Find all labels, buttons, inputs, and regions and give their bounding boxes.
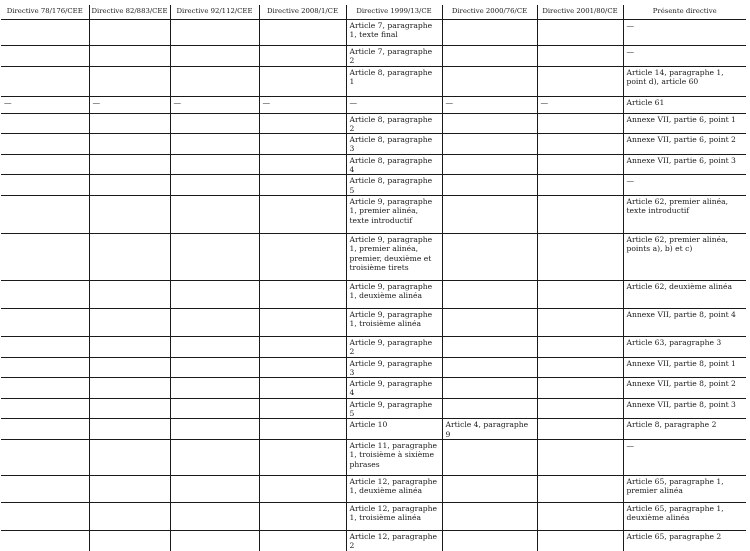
cell-col-2000-76-ce — [442, 336, 537, 357]
cell-col-92-112-cee — [170, 419, 259, 440]
cell-col-presente-directive: Article 62, premier alinéa, texte introductif — [623, 195, 746, 233]
cell-col-presente-directive: Article 65, paragraphe 2 — [623, 530, 746, 550]
cell-col-2001-80-ce — [537, 419, 623, 440]
cell-col-2008-1-ce — [259, 113, 346, 134]
cell-col-92-112-cee — [170, 530, 259, 550]
cell-col-2008-1-ce — [259, 195, 346, 233]
cell-col-2001-80-ce — [537, 175, 623, 196]
cell-col-78-176-cee — [1, 113, 89, 134]
header-col-78-176-cee: Directive 78/176/CEE — [1, 5, 89, 20]
cell-col-78-176-cee — [1, 66, 89, 96]
header-col-1999-13-ce: Directive 1999/13/CE — [346, 5, 442, 20]
cell-col-82-883-cee — [89, 66, 170, 96]
cell-col-1999-13-ce: Article 9, paragraphe 3 — [346, 357, 442, 378]
cell-col-presente-directive: Article 61 — [623, 96, 746, 113]
cell-col-2001-80-ce — [537, 134, 623, 155]
cell-col-2000-76-ce — [442, 175, 537, 196]
cell-col-presente-directive: — — [623, 175, 746, 196]
cell-col-presente-directive: — — [623, 20, 746, 46]
cell-col-82-883-cee — [89, 336, 170, 357]
cell-col-2001-80-ce — [537, 475, 623, 502]
cell-col-1999-13-ce: Article 9, paragraphe 1, troisième alinéa — [346, 308, 442, 336]
cell-col-2008-1-ce — [259, 475, 346, 502]
cell-col-92-112-cee — [170, 134, 259, 155]
cell-col-82-883-cee — [89, 398, 170, 419]
table-row — [1, 308, 746, 336]
table-row — [1, 530, 746, 550]
cell-col-2000-76-ce — [442, 280, 537, 308]
cell-col-2000-76-ce — [442, 46, 537, 67]
table-row — [1, 502, 746, 530]
cell-col-1999-13-ce: Article 8, paragraphe 5 — [346, 175, 442, 196]
cell-col-2000-76-ce — [442, 530, 537, 550]
table-row — [1, 419, 746, 440]
cell-col-2000-76-ce — [442, 398, 537, 419]
cell-col-82-883-cee — [89, 280, 170, 308]
cell-col-2008-1-ce — [259, 530, 346, 550]
cell-col-82-883-cee — [89, 113, 170, 134]
cell-col-2000-76-ce — [442, 502, 537, 530]
header-col-2008-1-ce: Directive 2008/1/CE — [259, 5, 346, 20]
cell-col-presente-directive: Article 8, paragraphe 2 — [623, 419, 746, 440]
cell-col-1999-13-ce: Article 10 — [346, 419, 442, 440]
cell-col-82-883-cee — [89, 308, 170, 336]
cell-col-78-176-cee — [1, 336, 89, 357]
cell-col-92-112-cee — [170, 398, 259, 419]
cell-col-78-176-cee — [1, 398, 89, 419]
table-row — [1, 66, 746, 96]
table-row — [1, 233, 746, 280]
table-header — [1, 5, 746, 20]
cell-col-82-883-cee — [89, 233, 170, 280]
cell-col-92-112-cee: — — [170, 96, 259, 113]
table-row — [1, 357, 746, 378]
cell-col-78-176-cee — [1, 154, 89, 175]
header-col-82-883-cee: Directive 82/883/CEE — [89, 5, 170, 20]
cell-col-2008-1-ce: — — [259, 96, 346, 113]
cell-col-presente-directive: Article 65, paragraphe 1, deuxième alinéa — [623, 502, 746, 530]
header-col-2000-76-ce: Directive 2000/76/CE — [442, 5, 537, 20]
cell-col-2001-80-ce — [537, 46, 623, 67]
table-row — [1, 175, 746, 196]
cell-col-2000-76-ce: Article 4, paragraphe 9 — [442, 419, 537, 440]
cell-col-2000-76-ce — [442, 134, 537, 155]
cell-col-78-176-cee — [1, 280, 89, 308]
cell-col-2008-1-ce — [259, 233, 346, 280]
cell-col-92-112-cee — [170, 280, 259, 308]
cell-col-2008-1-ce — [259, 398, 346, 419]
cell-col-presente-directive: Annexe VII, partie 6, point 1 — [623, 113, 746, 134]
cell-col-2001-80-ce — [537, 308, 623, 336]
cell-col-2000-76-ce — [442, 66, 537, 96]
cell-col-2001-80-ce — [537, 378, 623, 399]
cell-col-2008-1-ce — [259, 66, 346, 96]
cell-col-2008-1-ce — [259, 439, 346, 475]
correlation-table — [1, 5, 746, 551]
cell-col-92-112-cee — [170, 233, 259, 280]
cell-col-presente-directive: Article 65, paragraphe 1, premier alinéa — [623, 475, 746, 502]
cell-col-2001-80-ce: — — [537, 96, 623, 113]
cell-col-1999-13-ce: Article 8, paragraphe 4 — [346, 154, 442, 175]
cell-col-92-112-cee — [170, 46, 259, 67]
cell-col-92-112-cee — [170, 154, 259, 175]
cell-col-1999-13-ce: Article 9, paragraphe 1, deuxième alinéa — [346, 280, 442, 308]
cell-col-1999-13-ce: Article 9, paragraphe 2 — [346, 336, 442, 357]
cell-col-78-176-cee — [1, 233, 89, 280]
cell-col-92-112-cee — [170, 378, 259, 399]
cell-col-82-883-cee — [89, 20, 170, 46]
cell-col-presente-directive: Article 63, paragraphe 3 — [623, 336, 746, 357]
table-row — [1, 336, 746, 357]
header-col-92-112-cee: Directive 92/112/CEE — [170, 5, 259, 20]
cell-col-2000-76-ce — [442, 357, 537, 378]
cell-col-78-176-cee — [1, 46, 89, 67]
cell-col-78-176-cee: — — [1, 96, 89, 113]
cell-col-78-176-cee — [1, 475, 89, 502]
cell-col-1999-13-ce: Article 7, paragraphe 1, texte final — [346, 20, 442, 46]
cell-col-78-176-cee — [1, 175, 89, 196]
cell-col-2001-80-ce — [537, 398, 623, 419]
table-row — [1, 96, 746, 113]
cell-col-2000-76-ce — [442, 308, 537, 336]
table-row — [1, 134, 746, 155]
cell-col-presente-directive: Annexe VII, partie 8, point 4 — [623, 308, 746, 336]
cell-col-82-883-cee — [89, 502, 170, 530]
cell-col-1999-13-ce: Article 8, paragraphe 2 — [346, 113, 442, 134]
cell-col-2008-1-ce — [259, 336, 346, 357]
cell-col-2000-76-ce — [442, 195, 537, 233]
table-row — [1, 113, 746, 134]
cell-col-1999-13-ce: Article 8, paragraphe 3 — [346, 134, 442, 155]
cell-col-82-883-cee — [89, 195, 170, 233]
cell-col-2008-1-ce — [259, 20, 346, 46]
cell-col-2008-1-ce — [259, 357, 346, 378]
cell-col-2008-1-ce — [259, 154, 346, 175]
cell-col-2001-80-ce — [537, 336, 623, 357]
cell-col-2001-80-ce — [537, 357, 623, 378]
cell-col-92-112-cee — [170, 113, 259, 134]
cell-col-1999-13-ce: Article 9, paragraphe 5 — [346, 398, 442, 419]
cell-col-2001-80-ce — [537, 195, 623, 233]
table-row — [1, 195, 746, 233]
cell-col-presente-directive: Annexe VII, partie 8, point 3 — [623, 398, 746, 419]
cell-col-1999-13-ce: Article 7, paragraphe 2 — [346, 46, 442, 67]
cell-col-presente-directive: Article 62, premier alinéa, points a), b) et c) — [623, 233, 746, 280]
cell-col-2008-1-ce — [259, 502, 346, 530]
cell-col-1999-13-ce: Article 9, paragraphe 4 — [346, 378, 442, 399]
table-row — [1, 398, 746, 419]
cell-col-92-112-cee — [170, 336, 259, 357]
cell-col-92-112-cee — [170, 357, 259, 378]
table-row — [1, 475, 746, 502]
cell-col-2000-76-ce — [442, 113, 537, 134]
cell-col-78-176-cee — [1, 378, 89, 399]
cell-col-82-883-cee — [89, 175, 170, 196]
cell-col-2001-80-ce — [537, 530, 623, 550]
cell-col-92-112-cee — [170, 308, 259, 336]
table-row — [1, 20, 746, 46]
cell-col-82-883-cee — [89, 439, 170, 475]
header-col-presente-directive: Présente directive — [623, 5, 746, 20]
cell-col-82-883-cee — [89, 46, 170, 67]
cell-col-2008-1-ce — [259, 175, 346, 196]
header-row — [1, 5, 746, 20]
cell-col-1999-13-ce: Article 12, paragraphe 2 — [346, 530, 442, 550]
cell-col-78-176-cee — [1, 530, 89, 550]
cell-col-2000-76-ce — [442, 154, 537, 175]
cell-col-92-112-cee — [170, 20, 259, 46]
cell-col-1999-13-ce: Article 12, paragraphe 1, deuxième alinéa — [346, 475, 442, 502]
cell-col-1999-13-ce: Article 8, paragraphe 1 — [346, 66, 442, 96]
cell-col-92-112-cee — [170, 195, 259, 233]
cell-col-92-112-cee — [170, 175, 259, 196]
cell-col-2001-80-ce — [537, 20, 623, 46]
table-row — [1, 280, 746, 308]
cell-col-92-112-cee — [170, 66, 259, 96]
cell-col-1999-13-ce: Article 9, paragraphe 1, premier alinéa, premier, deuxième et troisième tirets — [346, 233, 442, 280]
cell-col-2008-1-ce — [259, 308, 346, 336]
table-body — [1, 20, 746, 551]
cell-col-2001-80-ce — [537, 233, 623, 280]
cell-col-presente-directive: Annexe VII, partie 8, point 2 — [623, 378, 746, 399]
cell-col-82-883-cee — [89, 357, 170, 378]
cell-col-78-176-cee — [1, 134, 89, 155]
cell-col-presente-directive: — — [623, 439, 746, 475]
cell-col-2008-1-ce — [259, 46, 346, 67]
cell-col-82-883-cee — [89, 419, 170, 440]
cell-col-presente-directive: Annexe VII, partie 6, point 2 — [623, 134, 746, 155]
cell-col-78-176-cee — [1, 195, 89, 233]
cell-col-2001-80-ce — [537, 280, 623, 308]
cell-col-2000-76-ce — [442, 475, 537, 502]
cell-col-2001-80-ce — [537, 113, 623, 134]
cell-col-2000-76-ce — [442, 233, 537, 280]
cell-col-presente-directive: Article 62, deuxième alinéa — [623, 280, 746, 308]
cell-col-2000-76-ce — [442, 439, 537, 475]
table-row — [1, 46, 746, 67]
cell-col-2008-1-ce — [259, 134, 346, 155]
cell-col-82-883-cee — [89, 378, 170, 399]
cell-col-2001-80-ce — [537, 154, 623, 175]
cell-col-78-176-cee — [1, 502, 89, 530]
cell-col-1999-13-ce: — — [346, 96, 442, 113]
cell-col-1999-13-ce: Article 12, paragraphe 1, troisième alinéa — [346, 502, 442, 530]
cell-col-2001-80-ce — [537, 502, 623, 530]
header-col-2001-80-ce: Directive 2001/80/CE — [537, 5, 623, 20]
cell-col-92-112-cee — [170, 502, 259, 530]
cell-col-78-176-cee — [1, 357, 89, 378]
table-row — [1, 154, 746, 175]
cell-col-82-883-cee — [89, 475, 170, 502]
cell-col-78-176-cee — [1, 419, 89, 440]
cell-col-2008-1-ce — [259, 280, 346, 308]
cell-col-92-112-cee — [170, 439, 259, 475]
cell-col-presente-directive: Annexe VII, partie 8, point 1 — [623, 357, 746, 378]
cell-col-78-176-cee — [1, 308, 89, 336]
cell-col-2001-80-ce — [537, 66, 623, 96]
cell-col-presente-directive: — — [623, 46, 746, 67]
cell-col-2008-1-ce — [259, 378, 346, 399]
cell-col-78-176-cee — [1, 439, 89, 475]
cell-col-1999-13-ce: Article 9, paragraphe 1, premier alinéa, texte introductif — [346, 195, 442, 233]
cell-col-presente-directive: Article 14, paragraphe 1, point d), article 60 — [623, 66, 746, 96]
cell-col-2000-76-ce — [442, 378, 537, 399]
cell-col-2000-76-ce — [442, 20, 537, 46]
cell-col-82-883-cee: — — [89, 96, 170, 113]
cell-col-78-176-cee — [1, 20, 89, 46]
cell-col-2001-80-ce — [537, 439, 623, 475]
cell-col-2000-76-ce: — — [442, 96, 537, 113]
cell-col-92-112-cee — [170, 475, 259, 502]
table-row — [1, 439, 746, 475]
cell-col-82-883-cee — [89, 134, 170, 155]
cell-col-1999-13-ce: Article 11, paragraphe 1, troisième à sixième phrases — [346, 439, 442, 475]
cell-col-2008-1-ce — [259, 419, 346, 440]
cell-col-82-883-cee — [89, 530, 170, 550]
cell-col-presente-directive: Annexe VII, partie 6, point 3 — [623, 154, 746, 175]
cell-col-82-883-cee — [89, 154, 170, 175]
table-row — [1, 378, 746, 399]
